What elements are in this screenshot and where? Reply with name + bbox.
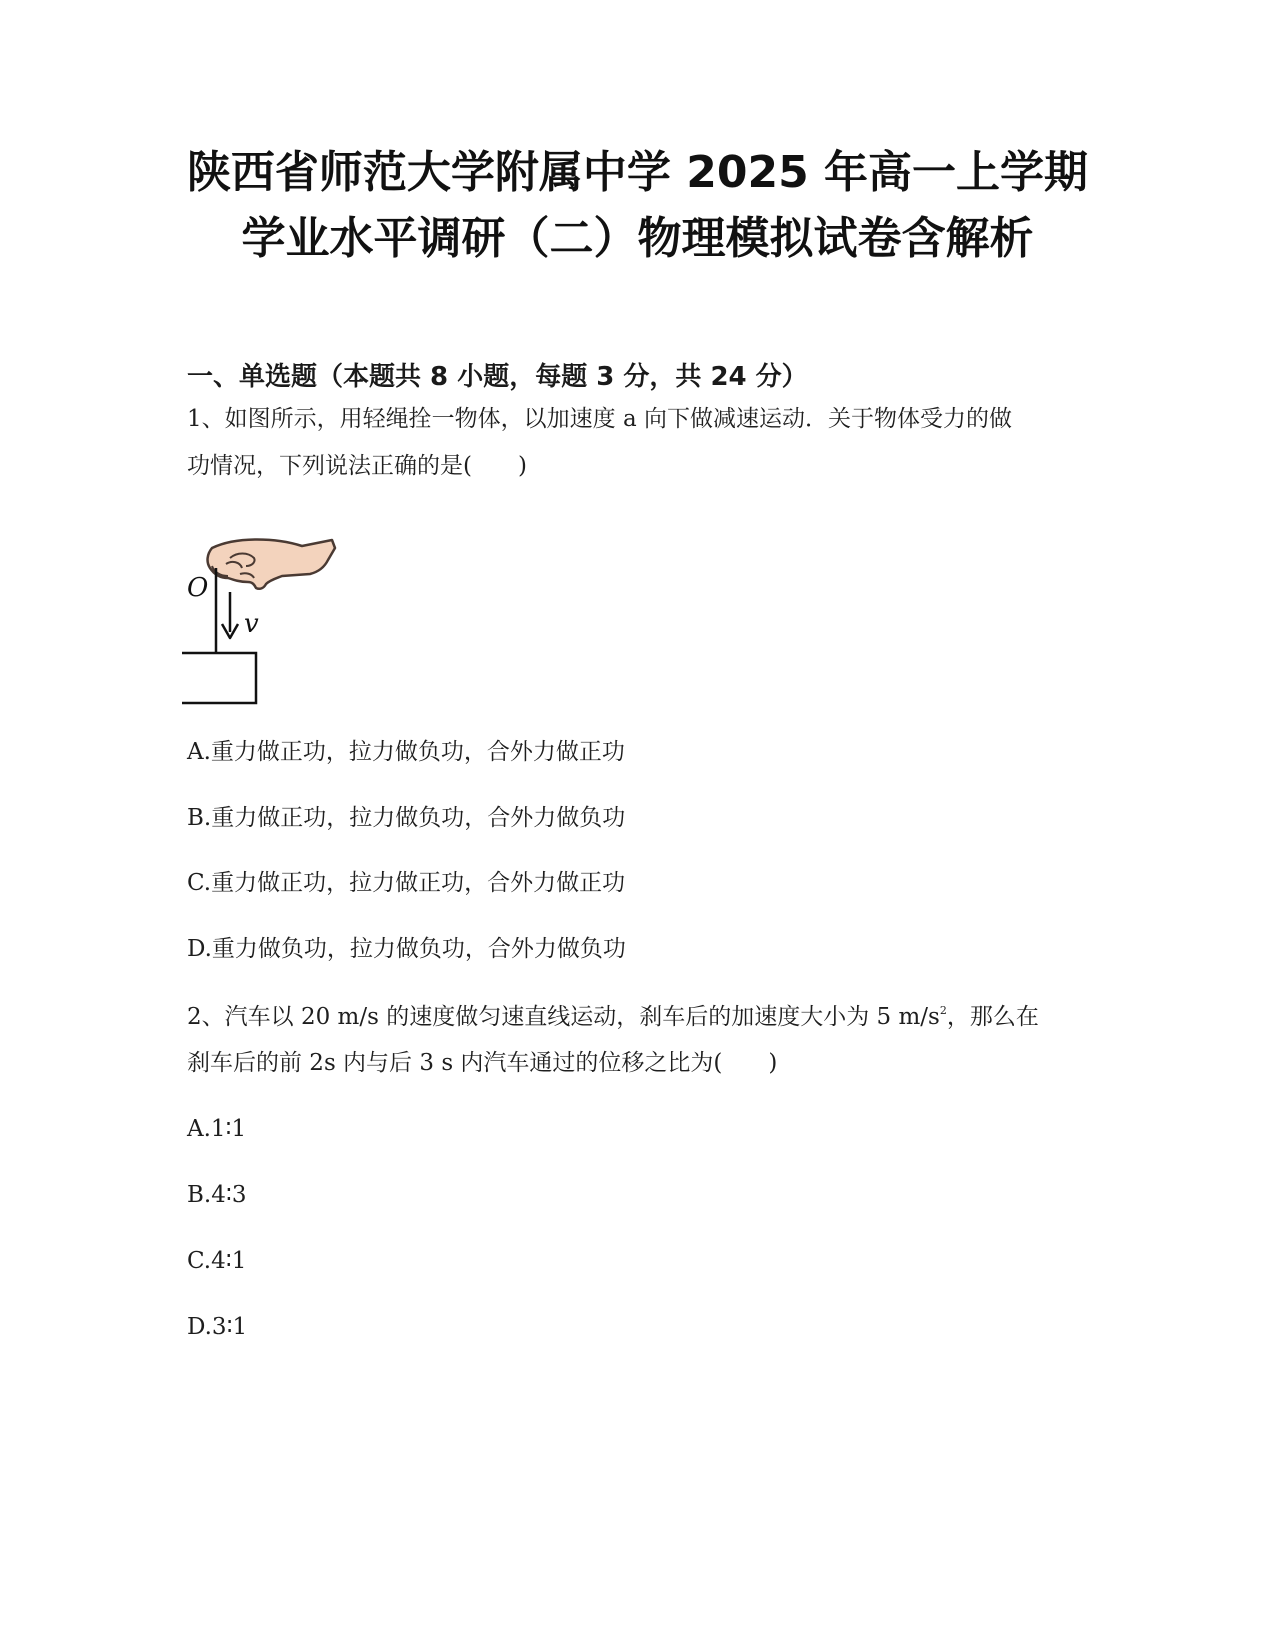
q2-stem-part-a: 2、汽车以 20 m/s 的速度做匀速直线运动，刹车后的加速度大小为 5 m/s bbox=[187, 1004, 940, 1030]
q2-stem-part-b: ，那么在 bbox=[946, 1004, 1039, 1030]
q2-stem-line-2: 刹车后的前 2s 内与后 3 s 内汽车通过的位移之比为( ) bbox=[187, 1050, 778, 1076]
q2-option-c: C.4∶1 bbox=[187, 1248, 247, 1274]
q1-stem-line-1: 1、如图所示，用轻绳拴一物体，以加速度 a 向下做减速运动．关于物体受力的做 bbox=[187, 406, 1012, 432]
q1-option-d: D.重力做负功，拉力做负功，合外力做负功 bbox=[187, 936, 626, 962]
velocity-label: v bbox=[244, 609, 259, 639]
q2-option-b: B.4∶3 bbox=[187, 1182, 247, 1208]
hand-icon bbox=[208, 540, 335, 589]
q2-option-d: D.3∶1 bbox=[187, 1314, 248, 1340]
q2-stem-superscript: 2 bbox=[939, 1004, 947, 1017]
q1-option-a: A.重力做正功，拉力做负功，合外力做正功 bbox=[187, 739, 625, 765]
title-line-1: 陕西省师范大学附属中学 2025 年高一上学期 bbox=[186, 147, 1089, 198]
q1-option-b: B.重力做正功，拉力做负功，合外力做负功 bbox=[187, 805, 626, 831]
q1-figure bbox=[182, 536, 352, 736]
q2-stem-line-1 bbox=[187, 1003, 1039, 1031]
section-heading: 一、单选题（本题共 8 小题，每题 3 分，共 24 分） bbox=[187, 362, 808, 392]
q2-option-a: A.1∶1 bbox=[187, 1116, 247, 1142]
title-line-2: 学业水平调研（二）物理模拟试卷含解析 bbox=[241, 213, 1034, 264]
down-arrow-icon bbox=[222, 592, 238, 638]
q1-stem-line-2: 功情况，下列说法正确的是( ) bbox=[187, 453, 527, 479]
block-shape bbox=[182, 653, 256, 703]
point-label: O bbox=[187, 573, 209, 603]
q1-option-c: C.重力做正功，拉力做正功，合外力做正功 bbox=[187, 870, 626, 896]
